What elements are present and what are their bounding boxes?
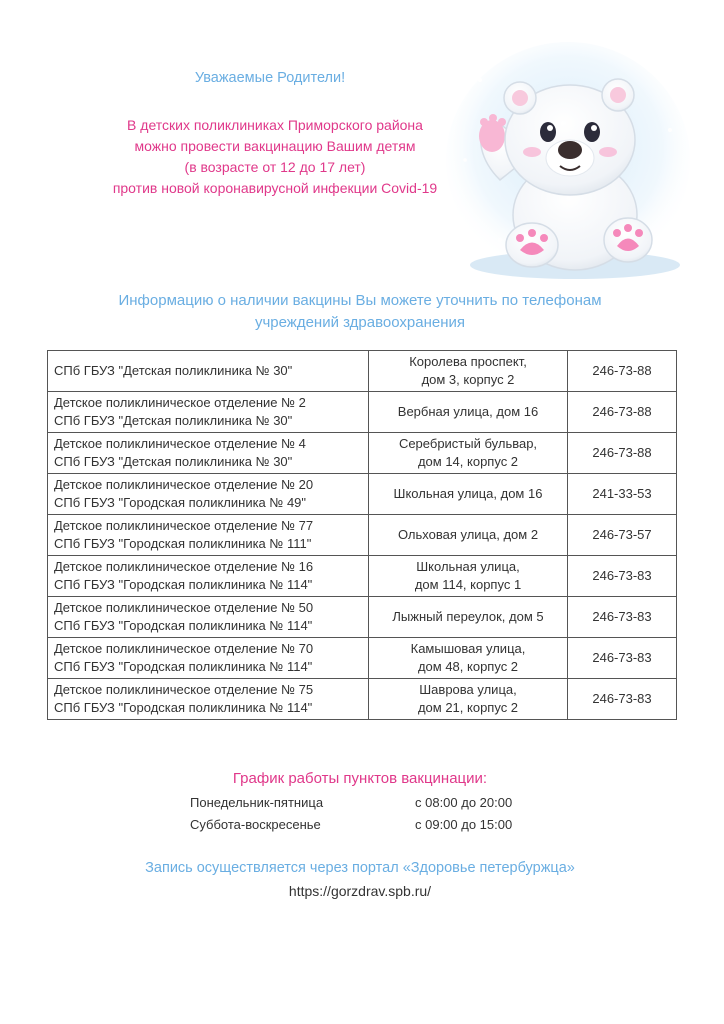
clinic-phone-cell[interactable]: 246-73-83 <box>568 556 677 597</box>
bear-illustration <box>440 40 690 290</box>
clinic-phone-cell[interactable]: 246-73-88 <box>568 392 677 433</box>
clinic-phone-cell[interactable]: 246-73-57 <box>568 515 677 556</box>
schedule-row <box>190 795 550 813</box>
clinic-name-line: СПб ГБУЗ "Городская поликлиника № 114" <box>54 700 313 715</box>
intro-line: (в возрасте от 12 до 17 лет) <box>184 159 366 175</box>
info-heading-line: Информацию о наличии вакцины Вы можете уточнить по телефонам <box>118 292 602 309</box>
clinic-name-line: СПб ГБУЗ "Городская поликлиника № 49" <box>54 495 307 510</box>
intro-line: можно провести вакцинацию Вашим детям <box>134 138 416 154</box>
clinics-table-body <box>48 351 677 720</box>
clinic-address-line: дом 21, корпус 2 <box>417 700 519 715</box>
schedule-hours: с 08:00 до 20:00 <box>415 795 513 810</box>
clinic-address-line: Школьная улица, <box>416 559 520 574</box>
clinic-address-cell <box>369 351 568 392</box>
clinic-phone-cell[interactable]: 241-33-53 <box>568 474 677 515</box>
clinic-address-line: Вербная улица, дом 16 <box>397 404 539 419</box>
clinic-address-line: Ольховая улица, дом 2 <box>397 527 539 542</box>
clinic-address-line: дом 114, корпус 1 <box>414 577 522 592</box>
clinic-name-line: СПб ГБУЗ "Городская поликлиника № 111" <box>54 536 312 551</box>
info-heading-line: учреждений здравоохранения <box>254 314 466 331</box>
clinic-name-line: Детское поликлиническое отделение № 4 <box>54 436 306 451</box>
clinic-address-line: Королева проспект, <box>409 354 527 369</box>
clinic-address-cell <box>369 515 568 556</box>
clinic-name-cell <box>48 351 369 392</box>
clinic-row <box>48 679 677 720</box>
schedule-days: Суббота-воскресенье <box>190 817 321 832</box>
clinic-address-line: дом 48, корпус 2 <box>417 659 519 674</box>
clinic-row <box>48 597 677 638</box>
clinic-name-line: Детское поликлиническое отделение № 70 <box>54 641 314 656</box>
clinic-name-cell <box>48 433 369 474</box>
clinic-address-cell <box>369 597 568 638</box>
clinic-name-line: Детское поликлиническое отделение № 20 <box>54 477 314 492</box>
clinic-name-cell <box>48 474 369 515</box>
clinics-table <box>47 350 677 720</box>
clinic-address-line: дом 14, корпус 2 <box>417 454 519 469</box>
clinic-phone-cell[interactable]: 246-73-88 <box>568 351 677 392</box>
clinic-phone-cell[interactable]: 246-73-83 <box>568 679 677 720</box>
clinic-name-cell <box>48 597 369 638</box>
intro-line: против новой коронавирусной инфекции Covid-19 <box>112 180 438 196</box>
clinic-phone-cell[interactable]: 246-73-83 <box>568 638 677 679</box>
clinic-row <box>48 392 677 433</box>
portal-url-link[interactable]: https://gorzdrav.spb.ru/ <box>288 883 432 899</box>
schedule-days: Понедельник-пятница <box>190 795 324 810</box>
clinic-phone-cell[interactable]: 246-73-83 <box>568 597 677 638</box>
clinic-address-cell <box>369 392 568 433</box>
clinic-address-line: Школьная улица, дом 16 <box>393 486 543 501</box>
clinic-name-line: Детское поликлиническое отделение № 2 <box>54 395 306 410</box>
schedule-row <box>190 817 550 835</box>
clinic-row <box>48 556 677 597</box>
clinic-address-line: Камышовая улица, <box>410 641 526 656</box>
clinic-address-line: дом 3, корпус 2 <box>421 372 515 387</box>
clinic-name-line: Детское поликлиническое отделение № 75 <box>54 682 314 697</box>
booking-text: Запись осуществляется через портал «Здоровье петербуржца» <box>145 860 575 876</box>
clinic-name-line: СПб ГБУЗ "Городская поликлиника № 114" <box>54 618 313 633</box>
clinic-row <box>48 433 677 474</box>
clinic-name-line: СПб ГБУЗ "Городская поликлиника № 114" <box>54 659 313 674</box>
clinic-name-line: Детское поликлиническое отделение № 50 <box>54 600 314 615</box>
clinic-name-line: СПб ГБУЗ "Городская поликлиника № 114" <box>54 577 313 592</box>
schedule-heading: График работы пунктов вакцинации: <box>232 770 488 787</box>
clinic-name-cell <box>48 638 369 679</box>
clinic-row <box>48 474 677 515</box>
schedule-hours: с 09:00 до 15:00 <box>415 817 513 832</box>
clinic-address-cell <box>369 433 568 474</box>
clinic-name-cell <box>48 679 369 720</box>
clinic-name-line: Детское поликлиническое отделение № 77 <box>54 518 314 533</box>
info-heading <box>40 290 680 334</box>
clinic-name-line: СПб ГБУЗ "Детская поликлиника № 30" <box>54 363 293 378</box>
clinic-name-line: СПб ГБУЗ "Детская поликлиника № 30" <box>54 454 293 469</box>
clinic-name-line: Детское поликлиническое отделение № 16 <box>54 559 314 574</box>
greeting-title: Уважаемые Родители! <box>194 70 346 86</box>
polar-bear-icon <box>440 40 690 290</box>
clinic-name-cell <box>48 556 369 597</box>
clinic-address-cell <box>369 638 568 679</box>
intro-text <box>90 115 460 199</box>
clinic-name-cell <box>48 392 369 433</box>
clinic-row <box>48 638 677 679</box>
clinic-address-cell <box>369 679 568 720</box>
clinic-address-cell <box>369 474 568 515</box>
clinic-address-line: Серебристый бульвар, <box>398 436 538 451</box>
clinic-address-cell <box>369 556 568 597</box>
clinic-phone-cell[interactable]: 246-73-88 <box>568 433 677 474</box>
intro-line: В детских поликлиниках Приморского района <box>127 117 423 133</box>
clinic-row <box>48 515 677 556</box>
clinic-address-line: Шаврова улица, <box>419 682 517 697</box>
clinic-name-line: СПб ГБУЗ "Детская поликлиника № 30" <box>54 413 293 428</box>
clinic-address-line: Лыжный переулок, дом 5 <box>392 609 544 624</box>
clinic-row <box>48 351 677 392</box>
clinic-name-cell <box>48 515 369 556</box>
